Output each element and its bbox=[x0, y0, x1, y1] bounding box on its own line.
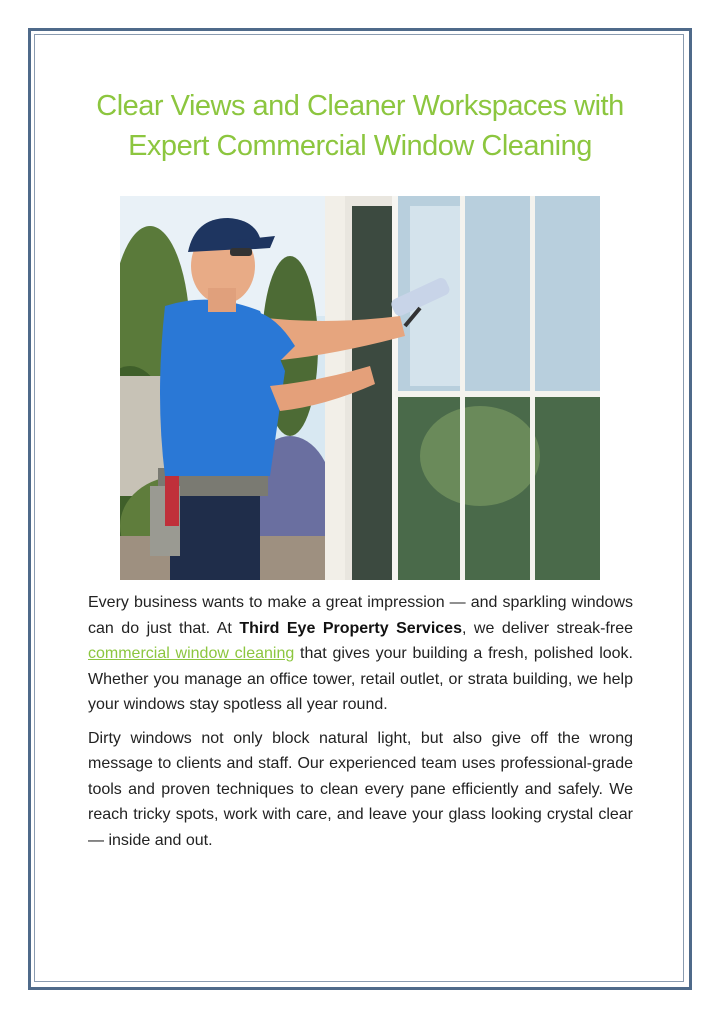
paragraph-1-middle: , we deliver streak-free bbox=[461, 619, 633, 637]
company-name: Third Eye Property Services bbox=[239, 619, 462, 637]
body-text bbox=[88, 590, 633, 861]
commercial-window-cleaning-link[interactable]: commercial window cleaning bbox=[88, 645, 295, 662]
paragraph-2: Dirty windows not only block natural light, but also give off the wrong message to clients and staff. Our experienced team uses professional-grade tools and proven techniques to clean every pane efficiently and safely. We reach tricky spots, work with care, and leave your glass looking crystal clear — inside and out. bbox=[88, 729, 633, 849]
paragraph-1-end: that gives your building a fresh, polished look. Whether you manage an office tower, retail outlet, or strata building, we help your windows stay spotless all year round. bbox=[88, 645, 634, 713]
paragraph-1-intro: Every business wants to make a great impression — and sparkling windows can do just that. At bbox=[88, 594, 633, 637]
paragraph-1 bbox=[88, 590, 633, 718]
window-cleaning-photo bbox=[120, 196, 600, 580]
page-title: Clear Views and Cleaner Workspaces with Expert Commercial Window Cleaning bbox=[96, 90, 624, 162]
